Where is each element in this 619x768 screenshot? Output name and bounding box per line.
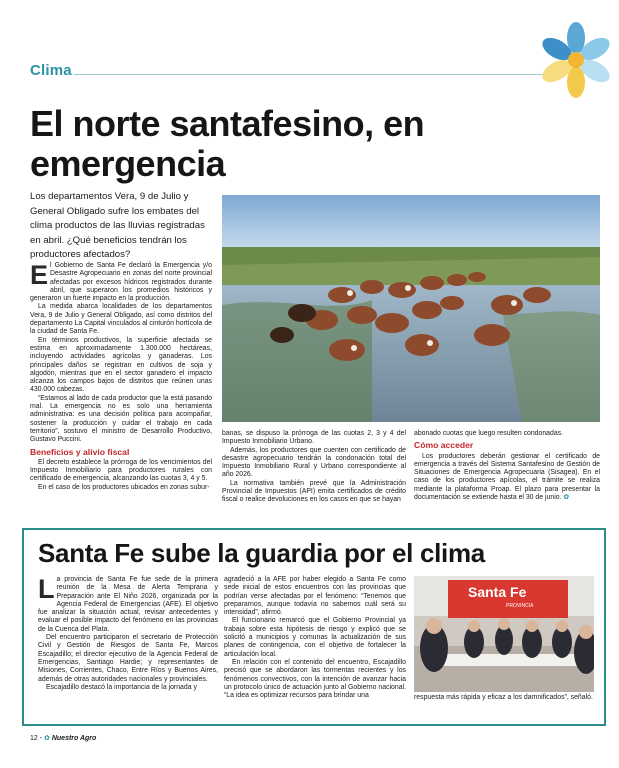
screen-sub: PROVINCIA	[506, 603, 534, 609]
drop-cap: E	[30, 260, 49, 290]
article-paragraph: a provincia de Santa Fe fue sede de la primera reunión de la Mesa de Alerta Temprana y Preparación ante El Niño 2026, organizada por la Agencia Federal de Emergencias (AFE). El objetivo fue analizar la situación actual, revisar antecedentes y evaluar el posible impacto del fenómeno en las provincias de la Cuenca del Plata.	[38, 576, 218, 633]
meeting-photo	[414, 576, 594, 692]
article-paragraph: Además, los productores que cuenten con certificado de desastre agropecuario tendrán la condonación total del Impuesto Inmobiliario Rural y Urbano correspondiente al año 2026.	[222, 446, 406, 479]
article-paragraph: La normativa también prevé que la Administración Provincial de Impuestos (API) emita certificados de crédito fiscal o realice devoluciones en los casos en que se hayan	[222, 479, 406, 504]
subhead-como-acceder: Cómo acceder	[414, 440, 474, 451]
article-paragraph: El funcionario remarcó que el Gobierno Provincial ya trabaja sobre esta hipótesis de riesgo y explicó que se solicitó a municipios y comunas la actualización de sus planes de contingencia, con el objetivo de fortalecer la articulación local.	[224, 617, 406, 658]
article-paragraph-text: Los productores deberán gestionar el certificado de emergencia a través del Sistema Santafesino de Gestión de Situaciones de Emergencia Agropecuaria (Sisagea). En el caso de los productores apícolas, el trámite se realiza mediante la plataforma Proap. El plazo para presentar la documentación se extiende hasta el 30 de junio.	[414, 452, 600, 502]
lead-paragraph: Los departamentos Vera, 9 de Julio y General Obligado sufre los embates del clima productos de las lluvias registradas en abril. ¿Qué beneficios tendrán los productores afectados?	[30, 191, 205, 260]
headline: El norte santafesino, en emergencia	[30, 103, 425, 184]
article-paragraph: La medida abarca localidades de los departamentos Vera, 9 de Julio y General Obligado, así como distritos del departamento La Capital vinculados al cinturón hortícola de la ciudad de Santa Fe.	[30, 303, 212, 336]
section-rule	[74, 74, 544, 75]
flower-logo-icon	[538, 22, 614, 98]
article-paragraph: agradeció a la AFE por haber elegido a Santa Fe como sede inicial de estos encuentros con las provincias que podrían verse afectadas por el fenómeno: “Tenemos que prepararnos, aunque todavía no sabemos cuál será su intensidad”, afirmó.	[224, 576, 406, 617]
article2-headline: Santa Fe sube la guardia por el clima	[38, 538, 485, 568]
end-mark-icon: ✿	[563, 494, 570, 502]
cattle-flood-photo	[222, 195, 600, 422]
article-column-3	[414, 430, 600, 502]
article-column-1	[30, 262, 212, 492]
article-paragraph: En el caso de los productores ubicados en zonas subur-	[38, 483, 210, 491]
screen-brand: Santa Fe	[468, 584, 527, 600]
article-paragraph: Escajadillo destacó la importancia de la jornada y	[46, 683, 197, 691]
page-footer	[30, 734, 96, 742]
article2-column-1	[38, 576, 218, 692]
article-column-2	[222, 430, 406, 505]
article-paragraph: El decreto establece la prórroga de los vencimientos del Impuesto Inmobiliario para productores rurales con certificado de emergencia, alcanzando las cuotas 3, 4 y 5.	[30, 458, 212, 483]
nuestro-agro-logo-icon: ✿	[44, 735, 50, 742]
article2-column-2	[224, 576, 406, 700]
publication-name: Nuestro Agro	[51, 735, 97, 742]
article-paragraph: Del encuentro participaron el secretario de Protección Civil y Gestión de Riesgos de Santa Fe, Marcos Escajadillo; el director ejecutivo de la Agencia Federal de Emergencias, Santiago Hardie; y representantes de Misiones, Corrientes, Chaco, Entre Ríos y Buenos Aires, además de otras autoridades nacionales y provinciales.	[38, 634, 218, 683]
article-paragraph	[414, 453, 600, 503]
drop-cap: L	[38, 574, 55, 604]
section-label: Clima	[30, 62, 72, 79]
article-paragraph: En relación con el contenido del encuentro, Escajadillo precisó que se abordaron las tormentas recientes y los fenómenos convectivos, con la intención de avanzar hacia un protocolo único de actuación junto al Gobierno nacional. “La idea es optimizar recursos para brindar una	[224, 658, 406, 700]
photo-caption: respuesta más rápida y eficaz a los damnificados”, señaló.	[414, 694, 593, 701]
article-paragraph: En términos productivos, la superficie afectada se estima en aproximadamente 1.300.000 hectáreas, incluyendo actividades agrícolas y ganaderas. Los principales daños se registran en cultivos de soja y algodón, mientras que en el sector ganadero el impacto alcanza los campos bajos de distritos que reúnen unas 430.000 cabezas.	[30, 336, 212, 394]
page-number: 12 -	[30, 735, 43, 742]
subhead-beneficios: Beneficios y alivio fiscal	[30, 446, 130, 457]
article-paragraph: banas, se dispuso la prórroga de las cuotas 2, 3 y 4 del Impuesto Inmobiliario Urbano.	[222, 430, 406, 446]
article-paragraph: abonado cuotas que luego resulten condonadas.	[414, 430, 564, 437]
article-paragraph: l Gobierno de Santa Fe declaró la Emergencia y/o Desastre Agropecuario en zonas del norte provincial afectadas por excesos hídricos registrados durante abril, que superaron los promedios históricos y generaron un fuerte impacto en la producción.	[30, 262, 212, 303]
article-paragraph: “Estamos al lado de cada productor que la está pasando mal. La emergencia no es solo una herramienta administrativa: es una decisión política para acompañar, sostener la producción y cuidar el trabajo en cada territorio”, sostuvo el ministro de Desarrollo Productivo, Gustavo Puccini.	[30, 394, 212, 444]
